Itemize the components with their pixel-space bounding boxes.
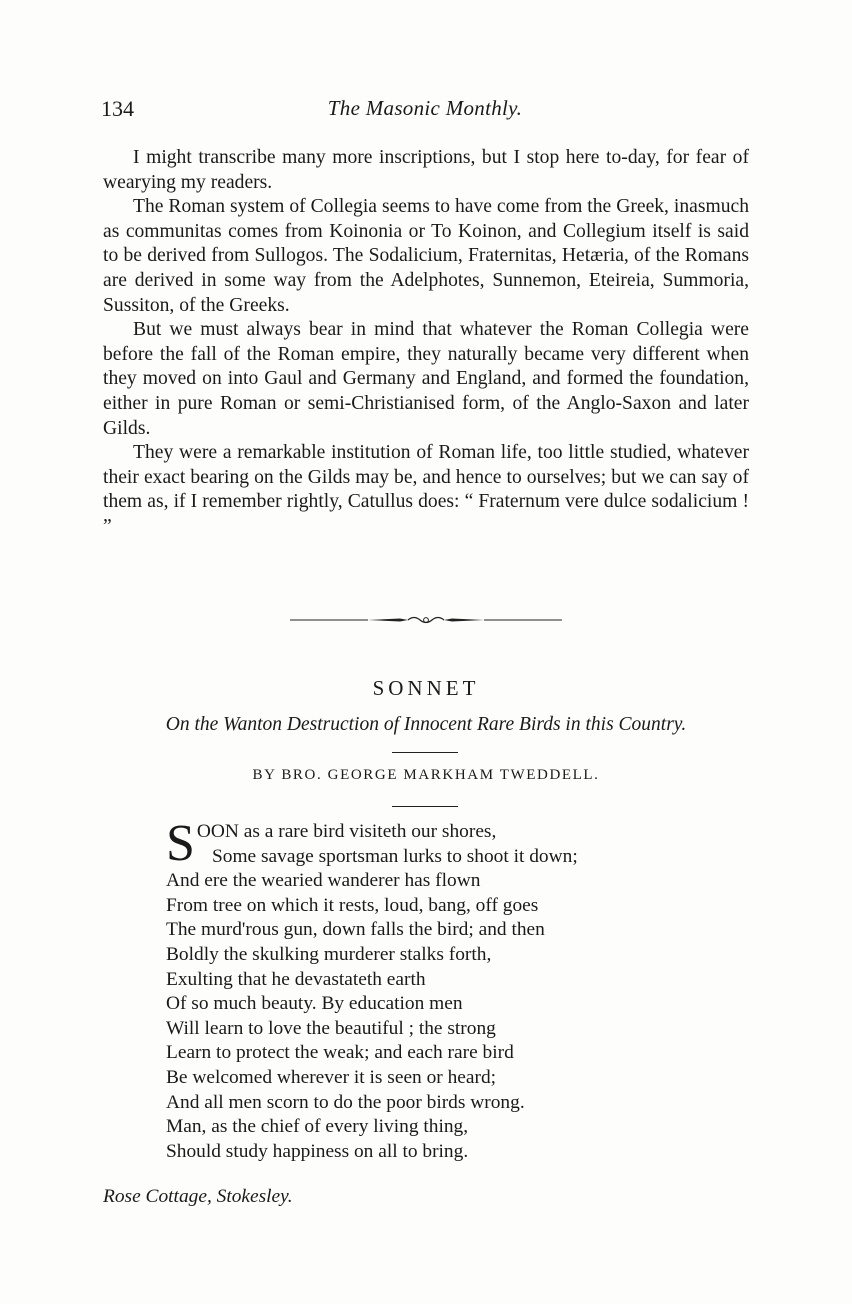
poem-line: Will learn to love the beautiful ; the strong — [166, 1017, 496, 1039]
article-body — [103, 146, 749, 540]
sonnet-title: SONNET — [372, 676, 480, 700]
poem-line: Of so much beauty. By education men — [166, 993, 463, 1015]
sonnet-subtitle: On the Wanton Destruction of Innocent Rare Birds in this Country. — [165, 714, 687, 735]
paragraph: I might transcribe many more inscriptions, but I stop here to-day, for fear of wearying my readers. — [103, 147, 749, 193]
poem-line: Man, as the chief of every living thing, — [166, 1116, 469, 1138]
poem-line: And all men scorn to do the poor birds wrong. — [166, 1091, 525, 1113]
page-number: 134 — [101, 96, 134, 121]
paragraph: But we must always bear in mind that whatever the Roman Collegia were before the fall of the Roman empire, they naturally became very different when they moved on into Gaul and Germany and England, and formed the foundation, either in pure Roman or semi-Christianised form, of the Anglo-Saxon and later Gilds. — [103, 319, 749, 439]
poem-line: And ere the wearied wanderer has flown — [166, 870, 481, 892]
page-header — [101, 96, 749, 126]
poem-line: Some savage sportsman lurks to shoot it down; — [212, 845, 578, 867]
poem-line: Be welcomed wherever it is seen or heard; — [166, 1066, 497, 1088]
divider-rule — [392, 752, 458, 753]
poem-line: Boldly the skulking murderer stalks forth, — [166, 943, 492, 965]
divider-rule — [392, 806, 458, 807]
poem-line: The murd'rous gun, down falls the bird; and then — [166, 919, 545, 941]
paragraph: They were a remarkable institution of Roman life, too little studied, whatever their exact bearing on the Gilds may be, and hence to ourselves; but we can say of them as, if I remember rightly, Catullus does: “ Fraternum vere dulce sodalicium ! ” — [103, 442, 749, 537]
paragraph: The Roman system of Collegia seems to have come from the Greek, inasmuch as communitas comes from Koinonia or To Koinon, and Collegium itself is said to be derived from Sullogos. The Sodalicium, Fraternitas, Hetæria, of the Romans are derived in some way from the Adelphotes, Sunnemon, Eteireia, Summoria, Sussiton, of the Greeks. — [103, 196, 749, 316]
poem-line-text: OON as a rare bird visiteth our shores, — [196, 821, 497, 842]
poem-line: Exulting that he devastateth earth — [166, 968, 426, 990]
poem-line: From tree on which it rests, loud, bang, off goes — [166, 894, 539, 916]
poem-line: Learn to protect the weak; and each rare bird — [166, 1042, 514, 1064]
section-divider-ornament — [290, 612, 562, 628]
sonnet-body — [166, 815, 726, 1164]
running-title: The Masonic Monthly. — [327, 96, 523, 120]
author-location: Rose Cottage, Stokesley. — [103, 1186, 293, 1207]
drop-cap: S — [166, 815, 195, 872]
poem-line: Should study happiness on all to bring. — [166, 1140, 469, 1162]
author-byline: BY BRO. GEORGE MARKHAM TWEDDELL. — [252, 767, 600, 783]
